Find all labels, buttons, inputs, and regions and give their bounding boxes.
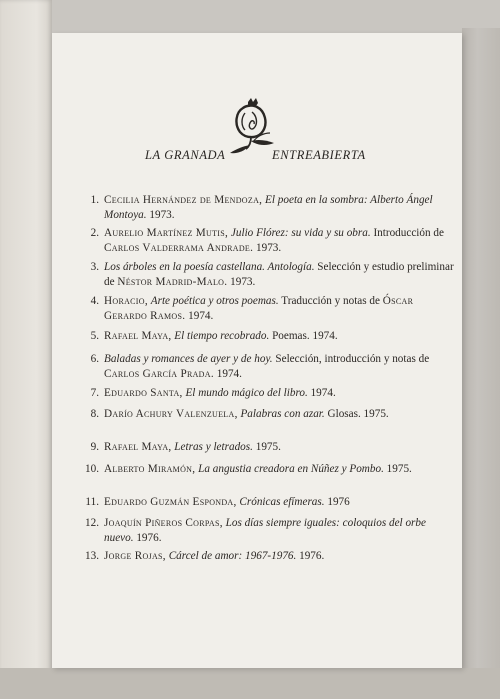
item-year: 1974. [188, 310, 214, 322]
item-title: La angustia creadora en Núñez y Pombo. [198, 463, 384, 475]
series-title-part2: ENTREABIERTA [272, 148, 366, 162]
item-author: Eduardo Guzmán Esponda, [104, 496, 237, 508]
item-author: Darío Achury Valenzuela, [104, 408, 238, 420]
item-number: 1. [90, 194, 99, 206]
item-author: Horacio, [104, 295, 148, 307]
item-number: 13. [85, 550, 99, 562]
list-item [85, 549, 456, 564]
list-item [85, 516, 456, 546]
item-author: Alberto Miramón, [104, 463, 196, 475]
item-title: El mundo mágico del libro. [185, 387, 308, 399]
item-details: 1975. [386, 463, 412, 475]
list-item [90, 294, 456, 324]
page-stack-edge [462, 28, 500, 699]
table-surface [0, 668, 500, 699]
item-title: Palabras con azar. [240, 408, 325, 420]
series-title-part1: LA GRANADA [145, 148, 226, 162]
item-details: 1976 [327, 496, 350, 508]
item-editor: Carlos Valderrama Andrade. [104, 242, 254, 254]
list-item [90, 260, 456, 290]
item-details: Selección, introducción y notas de [275, 353, 430, 365]
item-author: Cecilia Hernández de Mendoza, [104, 194, 263, 206]
item-number: 9. [90, 441, 99, 453]
item-title: El tiempo recobrado. [174, 330, 270, 342]
item-year: 1973. [256, 242, 282, 254]
pomegranate-emblem-icon [224, 96, 280, 156]
facing-page-left [0, 0, 52, 699]
item-editor: Óscar Gerardo Ramos. [104, 295, 414, 322]
list-item [90, 440, 456, 455]
item-details: 1973. [149, 209, 175, 221]
item-number: 2. [90, 227, 99, 239]
item-number: 4. [90, 295, 99, 307]
item-title: Los días siempre iguales: coloquios del orbe nuevo. [104, 517, 426, 544]
item-title: Crónicas efímeras. [239, 496, 325, 508]
item-number: 12. [85, 517, 99, 529]
item-details: 1976. [136, 532, 162, 544]
item-title: Baladas y romances de ayer y de hoy. [104, 353, 273, 365]
item-year: 1973. [230, 276, 256, 288]
list-item [90, 226, 456, 256]
item-number: 11. [85, 496, 99, 508]
list-item [85, 495, 456, 510]
item-title: Los árboles en la poesía castellana. Antología. [104, 261, 315, 273]
item-details: Traducción y notas de [281, 295, 380, 307]
item-title: Julio Flórez: su vida y su obra. [230, 227, 371, 239]
list-item [90, 329, 456, 344]
item-title: Arte poética y otros poemas. [150, 295, 279, 307]
list-item [90, 352, 456, 382]
item-details: 1975. [255, 441, 281, 453]
item-author: Jorge Rojas, [104, 550, 166, 562]
list-item [90, 407, 456, 422]
item-details: 1974. [310, 387, 336, 399]
item-author: Rafael Maya, [104, 441, 172, 453]
item-number: 3. [90, 261, 99, 273]
item-title: El poeta en la sombra: Alberto Ángel Montoya. [104, 194, 433, 221]
item-details: Selección y estudio preliminar de [104, 261, 454, 288]
item-editor: Carlos García Prada. [104, 368, 214, 380]
item-editor: Néstor Madrid-Malo. [117, 276, 228, 288]
item-author: Joaquín Piñeros Corpas, [104, 517, 223, 529]
item-author: Rafael Maya, [104, 330, 172, 342]
item-details: 1976. [299, 550, 325, 562]
item-number: 6. [90, 353, 99, 365]
item-details: Introducción de [373, 227, 444, 239]
item-details: Glosas. 1975. [327, 408, 389, 420]
list-item [90, 193, 456, 223]
item-number: 8. [90, 408, 99, 420]
list-item [85, 462, 456, 477]
item-title: Letras y letrados. [174, 441, 253, 453]
item-number: 5. [90, 330, 99, 342]
list-item [90, 386, 456, 401]
item-author: Eduardo Santa, [104, 387, 183, 399]
item-title: Cárcel de amor: 1967-1976. [168, 550, 297, 562]
item-author: Aurelio Martínez Mutis, [104, 227, 229, 239]
item-number: 10. [85, 463, 99, 475]
item-number: 7. [90, 387, 99, 399]
item-details: Poemas. 1974. [272, 330, 338, 342]
item-year: 1974. [216, 368, 242, 380]
